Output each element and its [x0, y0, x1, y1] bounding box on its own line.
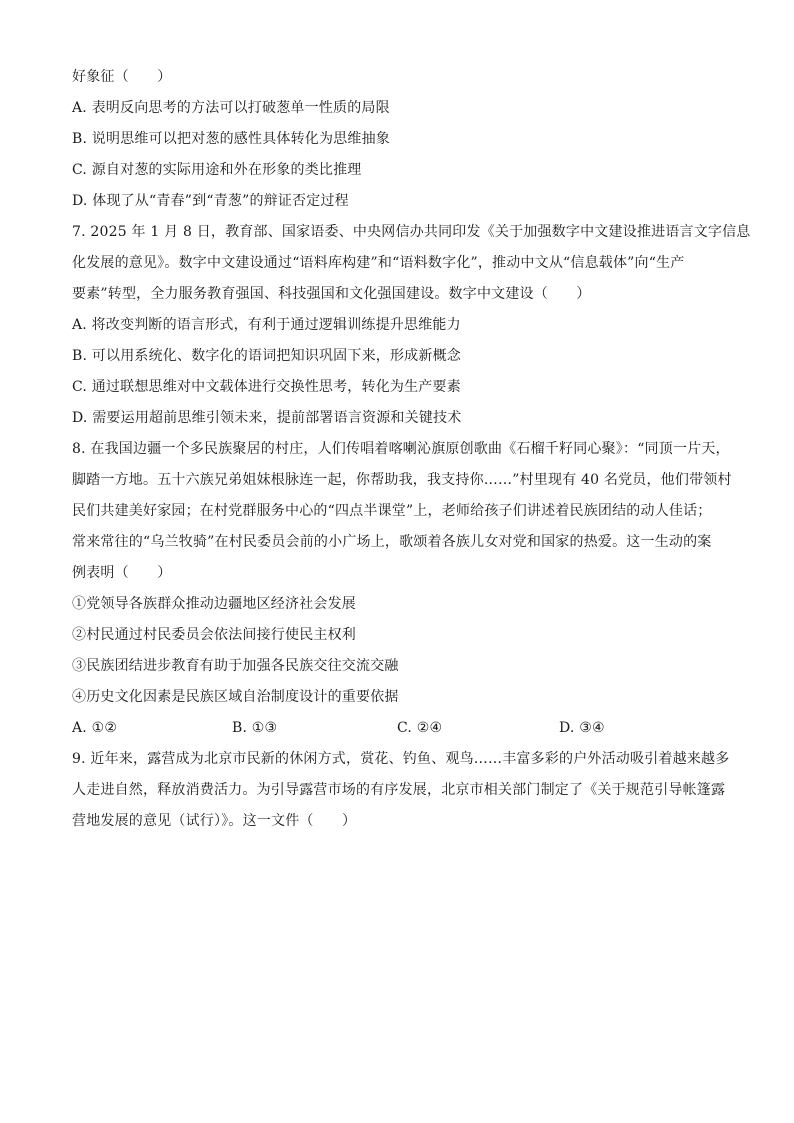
- question-7: [72, 217, 751, 434]
- question-8-choice-a: A. ①②: [72, 720, 118, 736]
- question-6-stem-tail: 好象征（ ）: [72, 69, 172, 85]
- question-8-stem-line: 民们共建美好家园；在村党群服务中心的“四点半课堂”上，老师给孩子们讲述着民族团结的动人佳话；: [72, 503, 712, 519]
- question-8-statement-2: ②村民通过村民委员会依法间接行使民主权利: [72, 627, 356, 643]
- question-7-option-b: B. 可以用系统化、数字化的语词把知识巩固下来，形成新概念: [72, 348, 461, 364]
- question-7-stem-line: 化发展的意见》。数字中文建设通过“语料库构建”和“语料数字化”，推动中文从“信息载体”向“生产: [72, 255, 685, 271]
- question-7-stem-line: 要素”转型，全力服务教育强国、科技强国和文化强国建设。数字中文建设（ ）: [72, 286, 591, 302]
- question-8-stem-line: 脚踏一方地。五十六族兄弟姐妹根脉连一起，你帮助我，我支持你……”村里现有 40 名党员，他们带领村: [72, 472, 732, 488]
- question-9-stem: [72, 744, 732, 837]
- question-8-statement-3: ③民族团结进步教育有助于加强各民族交往交流交融: [72, 658, 399, 674]
- exam-page: [72, 62, 751, 837]
- question-6-option-d: D. 体现了从“青春”到“青葱”的辩证否定过程: [72, 193, 349, 209]
- question-8-choices: [72, 713, 732, 744]
- question-7-stem-line: 7. 2025 年 1 月 8 日，教育部、国家语委、中央网信办共同印发《关于加强数字中文建设推进语言文字信息: [72, 224, 751, 240]
- question-9-stem-line: 营地发展的意见（试行）》。这一文件（ ）: [72, 813, 357, 829]
- question-8-statement-4: ④历史文化因素是民族区域自治制度设计的重要依据: [72, 689, 399, 705]
- question-7-option-a: A. 将改变判断的语言形式，有利于通过逻辑训练提升思维能力: [72, 317, 461, 333]
- question-9-stem-line: 人走进自然，释放消费活力。为引导露营市场的有序发展，北京市相关部门制定了《关于规范引导帐篷露: [72, 782, 726, 798]
- question-8-stem-line: 常来常往的“乌兰牧骑”在村民委员会前的小广场上，歌颂着各族儿女对党和国家的热爱。这一生动的案: [72, 534, 712, 550]
- question-8-choice-d: D. ③④: [559, 720, 605, 736]
- question-8-stem-line: 例表明（ ）: [72, 565, 172, 581]
- question-7-option-c: C. 通过联想思维对中文载体进行交换性思考，转化为生产要素: [72, 379, 461, 395]
- question-9: [72, 744, 732, 837]
- question-9-stem-line: 9. 近年来，露营成为北京市民新的休闲方式，赏花、钓鱼、观鸟……丰富多彩的户外活动吸引着越来越多: [72, 751, 730, 767]
- question-8-stem: [72, 434, 732, 589]
- question-6-option-a: A. 表明反向思考的方法可以打破葱单一性质的局限: [72, 100, 390, 116]
- question-7-option-d: D. 需要运用超前思维引领未来，提前部署语言资源和关键技术: [72, 410, 462, 426]
- question-7-stem: [72, 217, 751, 310]
- question-6-option-c: C. 源自对葱的实际用途和外在形象的类比推理: [72, 162, 362, 178]
- question-8-choice-c: C. ②④: [397, 720, 443, 736]
- question-8: [72, 434, 732, 744]
- question-8-choice-b: B. ①③: [232, 720, 278, 736]
- question-8-statement-1: ①党领导各族群众推动边疆地区经济社会发展: [72, 596, 356, 612]
- question-6: [72, 62, 732, 217]
- question-8-stem-line: 8. 在我国边疆一个多民族聚居的村庄，人们传唱着喀喇沁旗原创歌曲《石榴千籽同心聚》：“同顶一片天，: [72, 441, 730, 457]
- question-6-option-b: B. 说明思维可以把对葱的感性具体转化为思维抽象: [72, 131, 390, 147]
